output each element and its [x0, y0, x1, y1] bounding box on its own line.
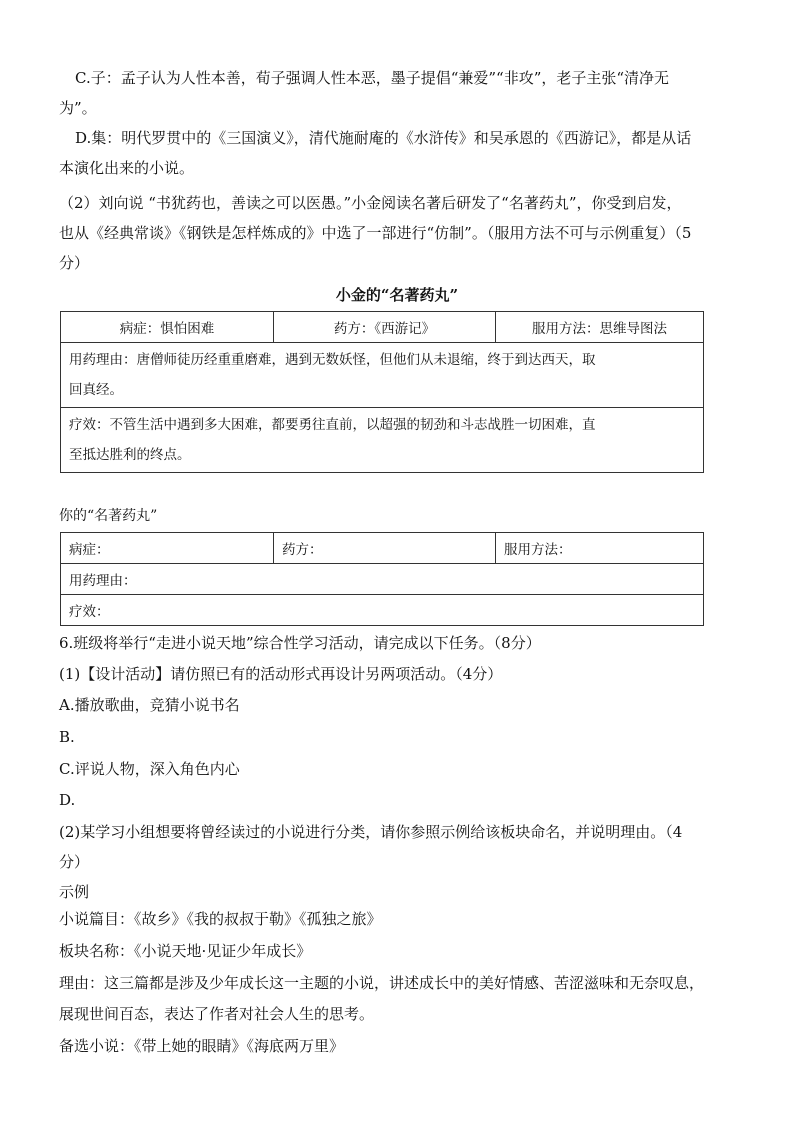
example-reason-line2: 回真经。 [69, 382, 123, 398]
example-method-cell: 服用方法：思维导图法 [496, 312, 704, 343]
your-table-title: 你的“名著药丸” [59, 508, 158, 524]
example-symptom-cell: 病症：惧怕困难 [61, 312, 274, 343]
example-label: 示例 [59, 883, 90, 901]
option-b: B. [59, 728, 75, 746]
your-symptom-cell[interactable]: 病症： [61, 533, 274, 564]
example-reason-cell [61, 343, 704, 408]
your-effect-cell[interactable]: 疗效： [61, 595, 704, 626]
option-d-line2: 本演化出来的小说。 [59, 159, 195, 177]
option-d: D. [59, 791, 76, 809]
option-d-line1: D.集：明代罗贯中的《三国演义》，清代施耐庵的《水浒传》和吴承恩的《西游记》，都是从话 [75, 129, 692, 147]
candidate-novels: 备选小说：《带上她的眼睛》《海底两万里》 [59, 1037, 345, 1055]
example-effect-line2: 至抵达胜利的终点。 [69, 447, 191, 463]
option-c-line2: 为”。 [59, 99, 97, 117]
example-table-title: 小金的“名著药丸” [335, 286, 459, 304]
your-reason-cell[interactable]: 用药理由： [61, 564, 704, 595]
option-c-line1: C.子：孟子认为人性本善，荀子强调人性本恶，墨子提倡“兼爱”“非攻”，老子主张“清净无 [75, 69, 670, 87]
your-pill-table [60, 532, 704, 626]
your-prescription-cell[interactable]: 药方： [274, 533, 496, 564]
question-6-sub2-line1: (2)某学习小组想要将曾经读过的小说进行分类，请你参照示例给该板块命名，并说明理由。（4 [59, 823, 683, 841]
your-method-cell[interactable]: 服用方法： [496, 533, 704, 564]
example-prescription-cell: 药方：《西游记》 [274, 312, 496, 343]
question-2-line3: 分） [59, 254, 90, 272]
example-effect-cell [61, 408, 704, 473]
example-reason-line1: 用药理由：唐僧师徒历经重重磨难，遇到无数妖怪，但他们从未退缩，终于到达西天，取 [69, 352, 596, 368]
example-novels: 小说篇目：《故乡》《我的叔叔于勒》《孤独之旅》 [59, 910, 382, 928]
example-effect-line1: 疗效：不管生活中遇到多大困难，都要勇往直前，以超强的韧劲和斗志战胜一切困难，直 [69, 417, 596, 433]
example-reason-line1: 理由：这三篇都是涉及少年成长这一主题的小说，讲述成长中的美好情感、苦涩滋味和无奈叹息， [59, 974, 705, 992]
question-6-sub1: (1)【设计活动】请仿照已有的活动形式再设计另两项活动。（4分） [59, 665, 503, 683]
example-reason-line2: 展现世间百态，表达了作者对社会人生的思考。 [59, 1005, 375, 1023]
question-6-sub2-line2: 分） [59, 853, 90, 871]
option-c: C.评说人物，深入角色内心 [59, 760, 240, 778]
question-2-line2: 也从《经典常谈》《钢铁是怎样炼成的》中选了一部进行“仿制”。（服用方法不可与示例重复）（5 [59, 224, 692, 242]
example-pill-table [60, 311, 704, 473]
question-6-heading: 6.班级将举行“走进小说天地”综合性学习活动，请完成以下任务。（8分） [59, 634, 541, 652]
question-2-line1: （2）刘向说 “书犹药也，善读之可以医愚。”小金阅读名著后研发了“名著药丸”，你受到启发， [59, 194, 682, 212]
example-block-name: 板块名称：《小说天地·见证少年成长》 [59, 942, 312, 960]
option-a: A.播放歌曲，竞猜小说书名 [59, 696, 240, 714]
